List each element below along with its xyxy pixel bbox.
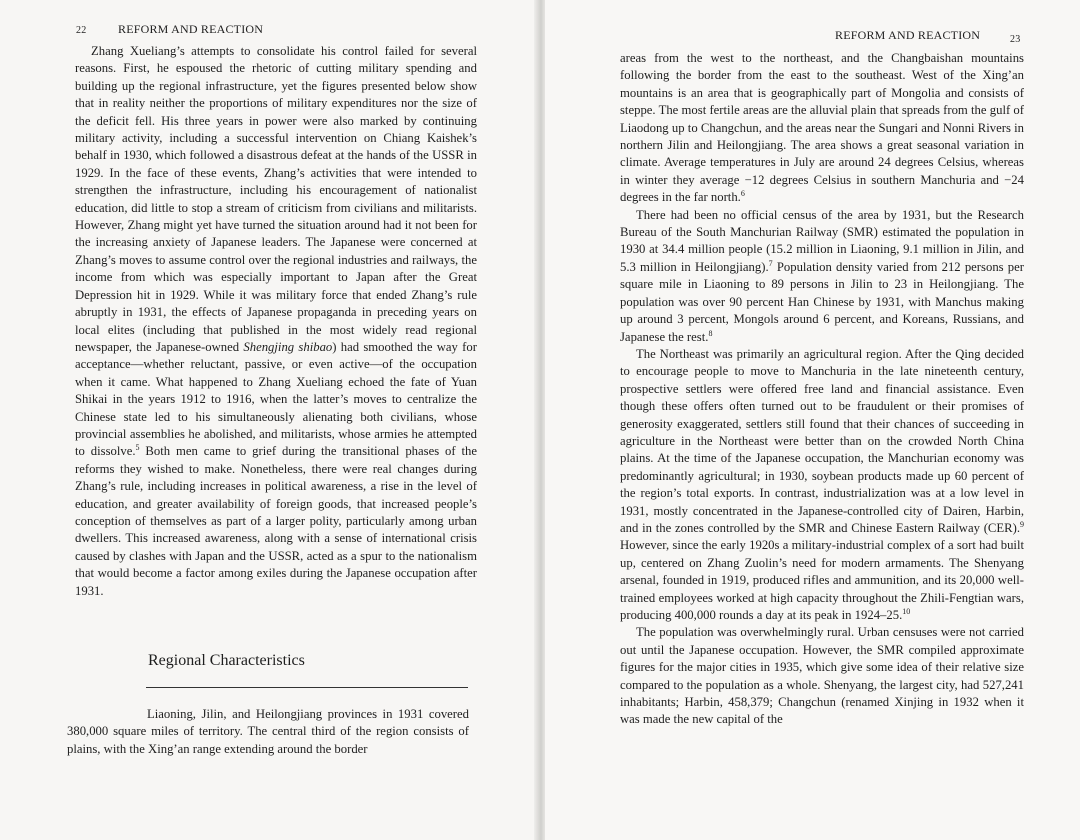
paragraph: Liaoning, Jilin, and Heilongjiang provinces in 1931 covered 380,000 square miles of territory. The central third of the region consists of plains, with the Xing’an range extending around the border — [67, 707, 469, 756]
paragraph — [620, 346, 1024, 625]
newspaper-title: Shengjing shibao — [243, 339, 333, 354]
paragraph — [620, 50, 1024, 207]
page-number: 23 — [1010, 34, 1021, 45]
footnote-marker: 9 — [1020, 519, 1024, 529]
left-page — [0, 0, 538, 840]
text-run: The Northeast was primarily an agricultural region. After the Qing decided to encourage people to move to Manchuria in the late nineteenth century, prospective settlers were offered free land and financial assistance. Even though these offers often turned out to be fraudulent or their promises of generosity exaggerated, settlers still found that their chances of succeeding in agriculture in the Northeast were better than on the crowded North China plains. At the time of the Japanese occupation, the Manchurian economy was predominantly agricultural; in 1930, soybean products made up 60 percent of the region’s total exports. In contrast, industrialization was at a low level in 1931, mostly concentrated in the Japanese-controlled city of Dairen, Harbin, and in the zones controlled by the SMR and Chinese Eastern Railway (CER). — [620, 346, 1024, 535]
text-run: Zhang Xueliang’s attempts to consolidate his control failed for several reasons. First, he espoused the rhetoric of cutting military spending and building up the regional infrastructure, yet the figures presented below show that in reality neither the proportions of military expenditures nor the size of the deficit fell. His three years in power were also marked by continuing military activity, including a successful intervention on Chiang Kaishek’s behalf in 1930, which followed a disastrous defeat at the hands of the USSR in 1929. In the face of these events, Zhang’s activities that were intended to strengthen the infrastructure, including his encouragement of nationalist education, did little to stop a stream of criticism from civilians and militarists. However, Zhang might yet have turned the situation around had it not been for the increasing anxiety of Japanese leaders. The Japanese were concerned at Zhang’s moves to assume control over the regional industries and railways, the income from which was especially important to Japan after the Great Depression hit in 1929. While it was military force that ended Zhang’s rule abruptly in 1931, the effects of Japanese propaganda in preceding years on local elites (including that published in the most widely read regional newspaper, the Japanese-owned — [75, 44, 477, 354]
footnote-marker: 7 — [768, 258, 773, 268]
right-page — [545, 0, 1080, 840]
section-heading: Regional Characteristics — [148, 652, 305, 669]
text-run: Population density varied from 212 persons per square mile in Liaoning to 89 persons in Jilin to 23 in Heilongjiang. The population was over 90 percent Han Chinese by 1931, with Manchus making up around 3 percent, Mongols around 6 percent, and Koreans, Russians, and Japanese the rest. — [620, 259, 1024, 344]
section-rule — [146, 687, 468, 688]
page-number: 22 — [76, 25, 87, 36]
text-run: Both men came to grief during the transitional phases of the reforms they wished to make. Nonetheless, there were real changes during Zhang’s rule, including increases in political awareness, a rise in the level of education, and greater availability of foreign goods, that increased people’s conception of themselves as part of a larger polity, particularly among urban dwellers. This increased awareness, along with a sense of international crisis caused by clashes with Japan and the USSR, acted as a spur to the nationalism that would become a factor among exiles during the Japanese occupation after 1931. — [75, 444, 478, 598]
text-run: areas from the west to the northeast, and the Changbaishan mountains following the border from the east to the southeast. West of the Xing’an mountains is an area that is geographically part of Mongolia and consists of steppe. The most fertile areas are the alluvial plain that spreads from the gulf of Liaodong up to Changchun, and the areas near the Sungari and Nonni Rivers in northern Jilin and Heilongjiang. The area shows a great seasonal variation in climate. Average temperatures in July are around 24 degrees Celsius, whereas in winter they average −12 degrees Celsius in southern Manchuria and −24 degrees in the far north. — [620, 51, 1024, 205]
footnote-marker: 5 — [135, 443, 140, 453]
footnote-marker: 6 — [740, 189, 745, 199]
paragraph — [75, 43, 477, 600]
footnote-marker: 10 — [902, 606, 911, 616]
text-run: There had been no official census of the area by 1931, but the Research Bureau of the South Manchurian Railway (SMR) estimated the population in 1930 at 34.4 million people (15.2 million in Liaoning, 9.1 million in Jilin, and 5.3 million in Heilongjiang). — [620, 207, 1024, 274]
running-head: REFORM AND REACTION — [118, 22, 264, 36]
text-run: ) had smoothed the way for acceptance—whether reluctant, passive, or even active—of the occupation when it came. What happened to Zhang Xueliang echoed the fate of Yuan Shikai in the years 1912 to 1916, when the latter’s moves to centralize the Chinese state led to his simultaneously alienating both civilians, whose provincial assemblies he abolished, and militarists, whose armies he attempted to dissolve. — [75, 339, 477, 459]
paragraph — [620, 207, 1024, 346]
paragraph: The population was overwhelmingly rural. Urban censuses were not carried out until the Japanese occupation. However, the SMR compiled approximate figures for the major cities in 1935, which give some idea of their relative size compared to the population as a whole. Shenyang, the largest city, had 527,241 inhabitants; Harbin, 458,379; Changchun (renamed Xinjing in 1932 when it was made the new capital of the — [620, 625, 1024, 727]
text-run: However, since the early 1920s a military-industrial complex of a sort had built up, centered on Zhang Zuolin’s need for modern armaments. The Shenyang arsenal, founded in 1919, produced rifles and ammunition, and its 20,000 well-trained employees worked at high capacity throughout the Zhili-Fengtian wars, producing 400,000 rounds a day at its peak in 1924–25. — [620, 538, 1024, 622]
body-text — [75, 43, 477, 600]
running-head: REFORM AND REACTION — [835, 28, 981, 42]
body-text-2 — [67, 706, 469, 758]
body-text — [620, 50, 1024, 729]
footnote-marker: 8 — [708, 328, 713, 338]
